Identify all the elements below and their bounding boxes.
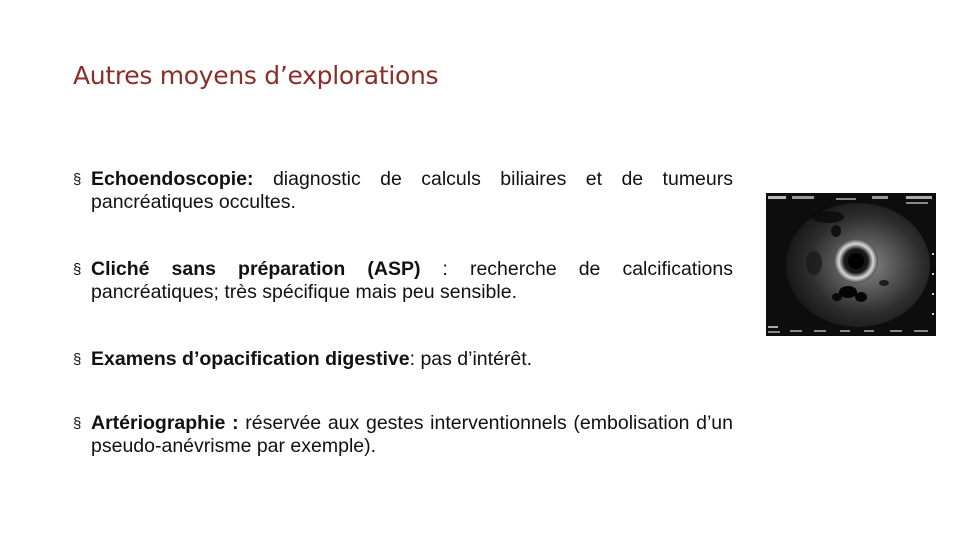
bullet-text: : pas d’intérêt.	[409, 348, 533, 370]
bullet-text: : recherche de calcifications pancréatiques; très spécifique mais peu sensible.	[91, 258, 733, 303]
bullet-text: réservée aux gestes interventionnels (embolisation d’un pseudo-anévrisme par exemple).	[91, 412, 733, 457]
bullet-term: Echoendoscopie:	[91, 168, 254, 190]
bullet-marker-icon: §	[73, 171, 82, 188]
bullet-marker-icon: §	[73, 261, 82, 278]
endoscopic-ultrasound-image	[766, 193, 936, 336]
bullet-marker-icon: §	[73, 415, 82, 432]
bullet-echoendoscopie	[73, 168, 733, 214]
bullet-text: diagnostic de calculs biliaires et de tumeurs pancréatiques occultes.	[91, 168, 733, 213]
ultrasound-scan-graphic	[766, 193, 936, 336]
slide-title: Autres moyens d’explorations	[73, 61, 439, 90]
bullet-marker-icon: §	[73, 351, 82, 368]
bullet-term: Cliché sans préparation (ASP)	[91, 258, 421, 280]
bullet-term: Examens d’opacification digestive	[91, 348, 410, 370]
bullet-arteriographie	[73, 412, 733, 458]
bullet-cliche-asp	[73, 258, 733, 304]
bullet-list	[73, 168, 733, 458]
bullet-opacification	[73, 348, 733, 371]
bullet-term: Artériographie :	[91, 412, 239, 434]
